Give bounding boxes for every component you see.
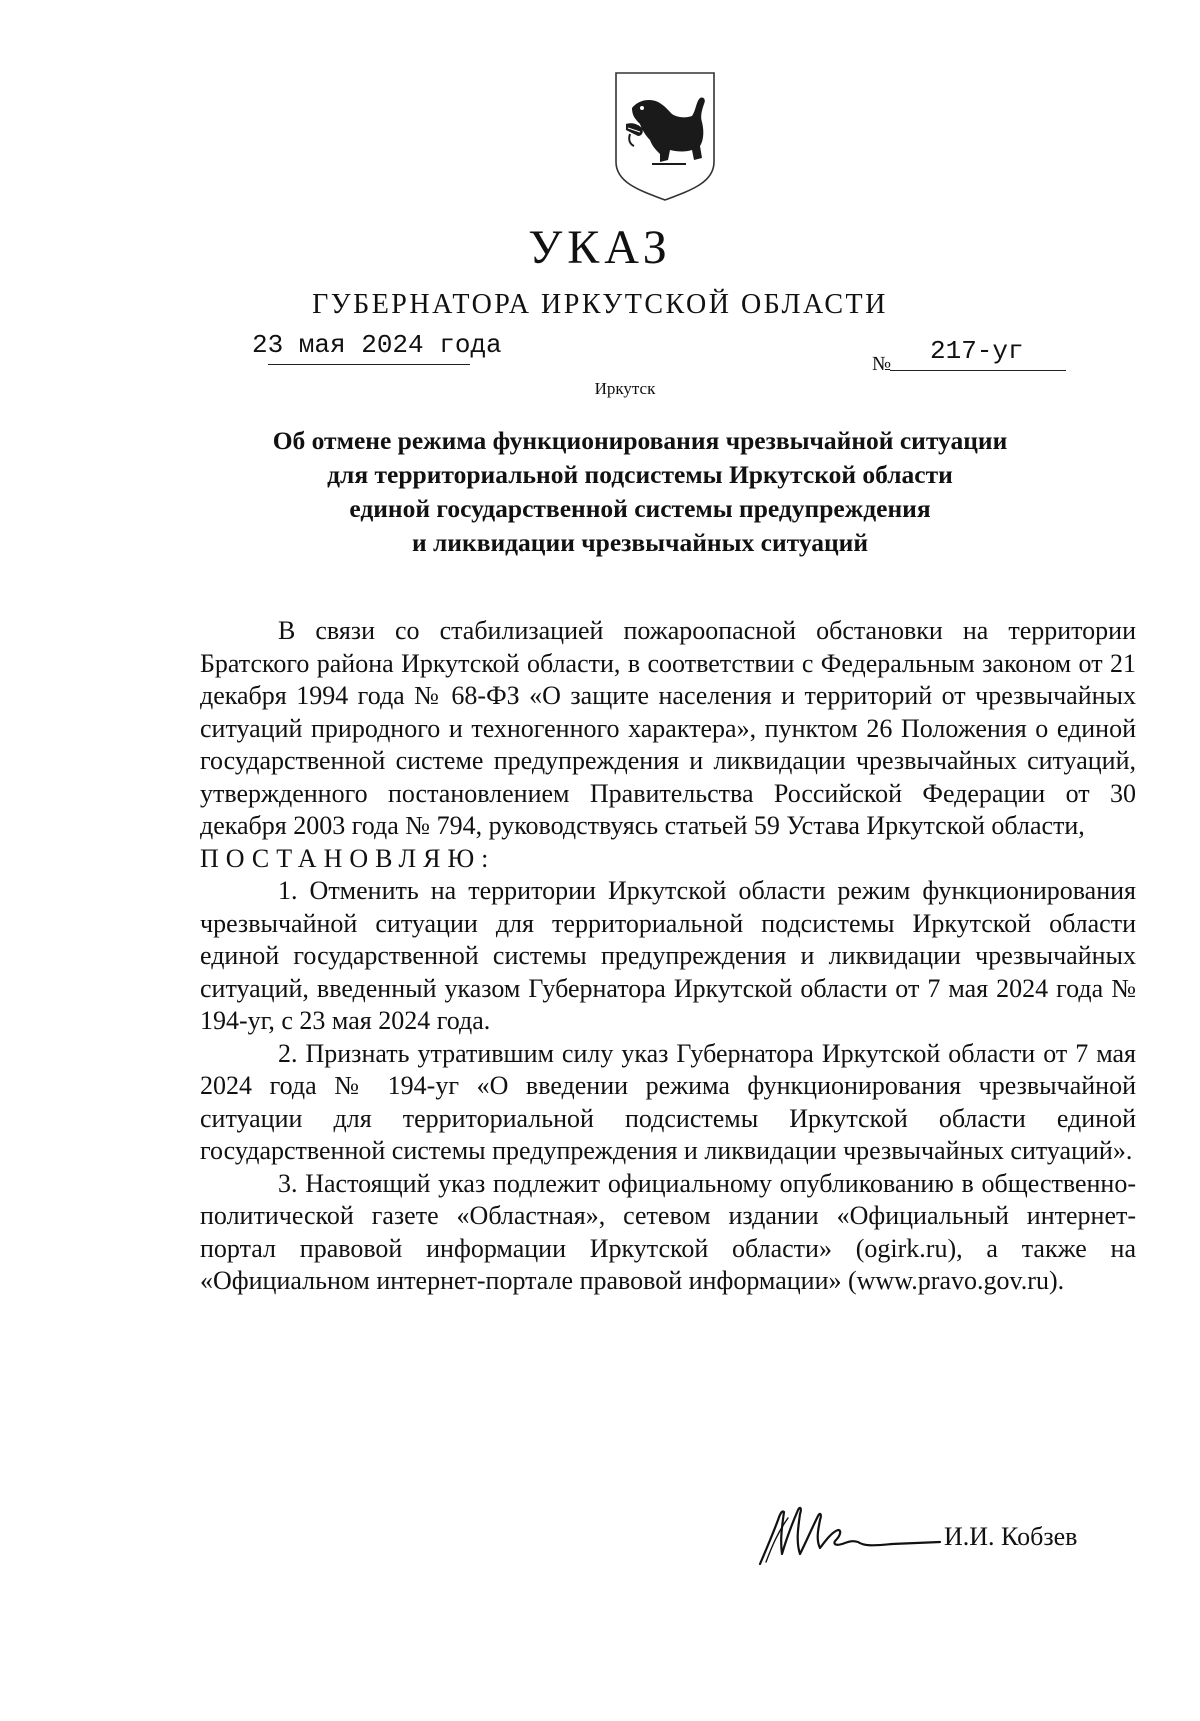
decree-item: 2. Признать утратившим силу указ Губернатора Иркутской области от 7 мая 2024 года № 194-уг «О введении режима функционирования чрезвычайной ситуации для территориальной подсистемы Иркутской области единой государственной системы предупреждения и ликвидации чрезвычайных ситуаций». — [200, 1038, 1136, 1165]
document-issuer: ГУБЕРНАТОРА ИРКУТСКОЙ ОБЛАСТИ — [312, 289, 888, 320]
signer-name: И.И. Кобзев — [944, 1522, 1078, 1551]
decree-item: 3. Настоящий указ подлежит официальному опубликованию в общественно-политической газете «Областная», сетевом издании «Официальный интернет-портал правовой информации Иркутской области» (ogirk.ru), а также на «Официальном интернет-портале правовой информации» (www.pravo.gov.ru). — [200, 1168, 1136, 1295]
number-underline — [890, 370, 1066, 371]
document-city: Иркутск — [594, 379, 656, 398]
heading-line: единой государственной системы предупреждения — [349, 494, 931, 523]
decree-word: ПОСТАНОВЛЯЮ: — [200, 843, 496, 873]
heading-line: Об отмене режима функционирования чрезвычайной ситуации — [272, 426, 1008, 455]
document-body — [200, 615, 1136, 1298]
number-sign: № — [872, 353, 892, 375]
document-heading — [200, 424, 1080, 560]
heading-line: и ликвидации чрезвычайных ситуаций — [411, 528, 869, 557]
preamble-paragraph: В связи со стабилизацией пожароопасной обстановки на территории Братского района Иркутской области, в соответствии с Федеральным законом от 21 декабря 1994 года № 68-ФЗ «О защите населения и территорий от чрезвычайных ситуаций природного и техногенного характера», пунктом 26 Положения о единой государственной системе предупреждения и ликвидации чрезвычайных ситуаций, утвержденного постановлением Правительства Российской Федерации от 30 декабря 2003 года № 794, руководствуясь статьей 59 Устава Иркутской области, — [200, 616, 1136, 840]
date-underline — [268, 364, 470, 365]
document-number: 217-уг — [930, 336, 1024, 366]
decree-item: 1. Отменить на территории Иркутской области режим функционирования чрезвычайной ситуации для территориальной подсистемы Иркутской области единой государственной системы предупреждения и ликвидации чрезвычайных ситуаций, введенный указом Губернатора Иркутской области от 7 мая 2024 года № 194-уг, с 23 мая 2024 года. — [200, 876, 1136, 1035]
handwritten-signature — [752, 1480, 942, 1570]
coat-of-arms-icon — [612, 70, 718, 202]
document-date: 23 мая 2024 года — [252, 330, 502, 360]
heading-line: для территориальной подсистемы Иркутской области — [327, 460, 953, 489]
document-title: УКАЗ — [528, 221, 672, 274]
